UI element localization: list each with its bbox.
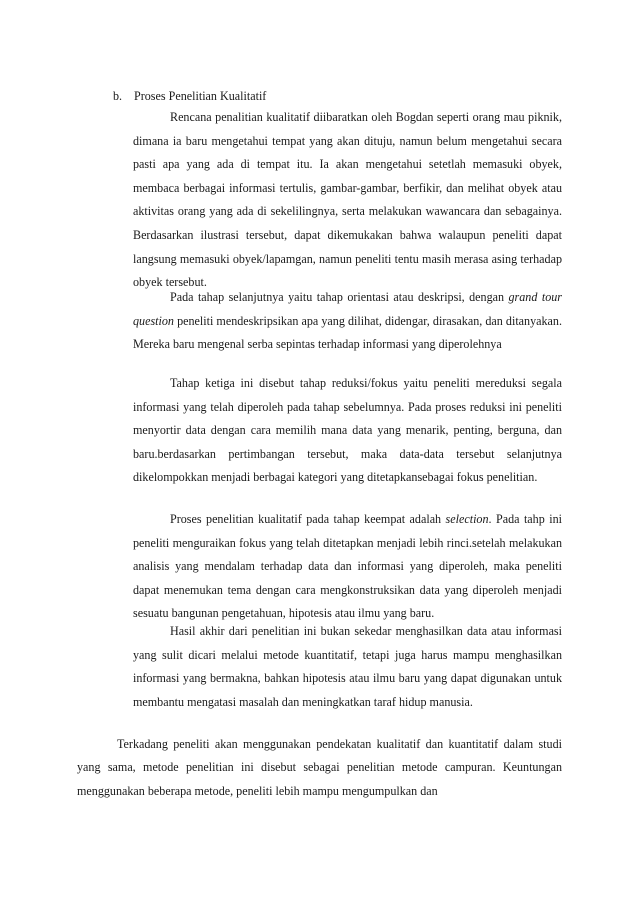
section-title: Proses Penelitian Kualitatif [134,89,267,103]
paragraph-mixed-methods: Terkadang peneliti akan menggunakan pendekatan kualitatif dan kuantitatif dalam studi yang sama, metode penelitian ini disebut sebagai penelitian metode campuran. Keuntungan menggunakan beberapa metode, peneliti lebih mampu mengumpulkan dan [77,737,562,798]
paragraph-result: Hasil akhir dari penelitian ini bukan sekedar menghasilkan data atau informasi yang sulit dicari melalui metode kuantitatif, tetapi juga harus mampu menghasilkan informasi yang bermakna, bahkan hipotesis atau ilmu baru yang dapat digunakan untuk membantu mengatasi masalah dan meningkatkan taraf hidup manusia. [133,624,562,709]
paragraph-text: Proses penelitian kualitatif pada tahap keempat adalah [170,512,446,526]
paragraph-reduction: Tahap ketiga ini disebut tahap reduksi/fokus yaitu peneliti mereduksi segala informasi yang telah diperoleh pada tahap sebelumnya. Pada proses reduksi ini peneliti menyortir data dengan cara memilih mana data yang menarik, penting, berguna, dan baru.berdasarkan pertimbangan tersebut, maka data-data tersebut selanjutnya dikelompokkan menjadi berbagai kategori yang ditetapkansebagai fokus penelitian. [133,376,562,485]
section-heading [113,89,266,104]
italic-term: grand tour question [133,290,562,328]
italic-term: selection [445,512,489,526]
paragraph-text: Pada tahap selanjutnya yaitu tahap orientasi atau deskripsi, dengan [170,290,509,304]
paragraph-text: peneliti mendeskripsikan apa yang dilihat, didengar, dirasakan, dan ditanyakan. Mereka baru mengenal serba sepintas terhadap informasi yang diperolehnya [133,313,562,352]
section-marker: b. [113,89,123,103]
paragraph-selection [133,508,562,626]
paragraph-orientation [133,286,562,357]
paragraph-planning: Rencana penalitian kualitatif diibaratkan oleh Bogdan seperti orang mau piknik, dimana ia baru mengetahui tempat yang akan dituju, namun belum mengetahui secara pasti apa yang ada di tempat itu. Ia akan mengetahui setetlah memasuki obyek, membaca berbagai informasi tertulis, gambar-gambar, berfikir, dan melihat obyek atau aktivitas orang yang ada di sekelilingnya, serta melakukan wawancara dan sebagainya. Berdasarkan ilustrasi tersebut, dapat dikemukakan bahwa walaupun peneliti dapat langsung memasuki obyek/lapamgan, namun peneliti tentu masih merasa asing terhadap obyek tersebut. [133,110,562,290]
paragraph-text: . Pada tahp ini peneliti menguraikan fokus yang telah ditetapkan menjadi lebih rinci.setelah melakukan analisis yang mendalam terhadap data dan informasi yang diperoleh, maka peneliti dapat menemukan tema dengan cara mengkonstruksikan data yang diperoleh menjadi sesuatu bangunan pengetahuan, hipotesis atau ilmu yang baru. [133,512,562,621]
